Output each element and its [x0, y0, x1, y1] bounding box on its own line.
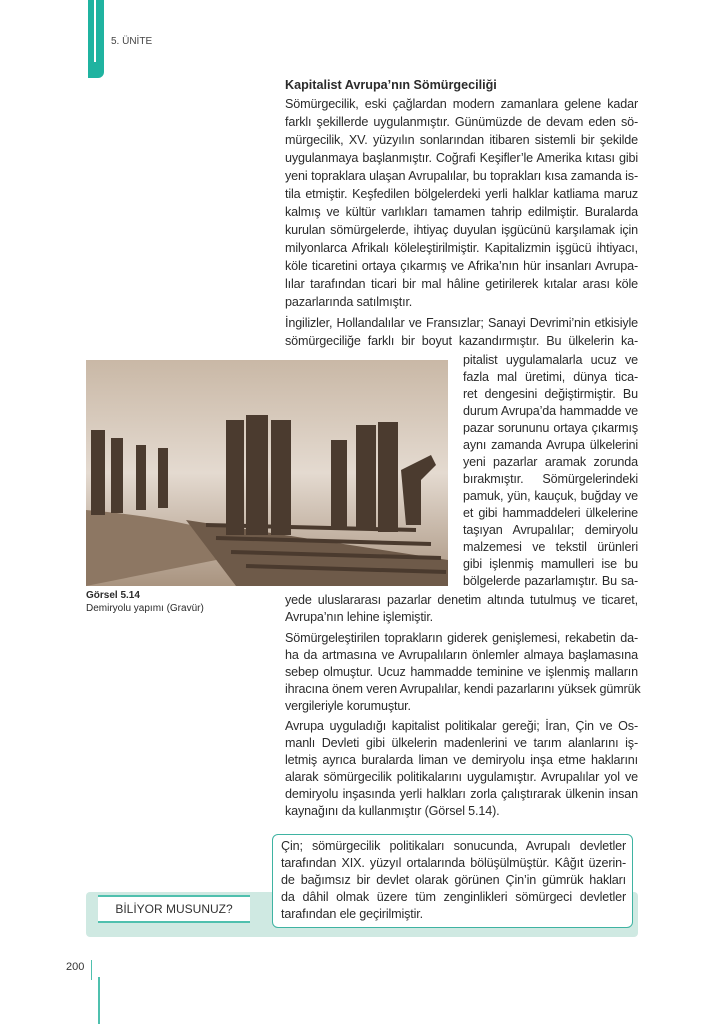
- text-line: milyonlarca Afrikalı köleleştirilmiştir. Kapitalizmin işgücü ihtiyacı,: [285, 241, 638, 255]
- text-line: pazar sorununu ortaya çıkarmış: [463, 421, 638, 435]
- text-line: köle ticaretini ortaya çıkarmış ve Afrika’nın hür insanları Avrupa-: [285, 259, 638, 273]
- figure-caption-text: Demiryolu yapımı (Gravür): [86, 603, 204, 614]
- figure-label: Görsel 5.14: [86, 590, 140, 601]
- text-line: pamuk, yün, kauçuk, buğday ve: [463, 489, 638, 503]
- text-line: et gibi hammaddeleri ülkelerine: [463, 506, 638, 520]
- footer-rule: [91, 960, 92, 980]
- paragraph-4: [285, 718, 638, 820]
- text-line: Sömürgeleştirilen toprakların giderek genişlemesi, rekabetin da-: [285, 631, 638, 645]
- unit-tab-stripe: [88, 0, 104, 78]
- text-line: ret dengesini değiştirmiştir. Bu: [463, 387, 638, 401]
- unit-label: 5. ÜNİTE: [111, 36, 153, 47]
- text-line: sömürgeciliğe farklı bir boyut kazandırmıştır. Bu ülkelerin ka-: [285, 334, 638, 348]
- text-line: durum Avrupa’da hammadde ve: [463, 404, 638, 418]
- text-line: kalmış ve kültür varlıkları tamamen tahrip edilmiştir. Buralarda: [285, 205, 638, 219]
- text-line: tarafından XIX. yüzyıl ortalarında bölüşülmüştür. Kâğıt üzerin-: [281, 856, 626, 870]
- text-line: yeni topraklara ulaşan Avrupalılar, bu toprakları kısa zamanda is-: [285, 169, 638, 183]
- text-line: yede uluslararası pazarlar denetim altında tutulmuş ve ticaret,: [285, 593, 638, 607]
- text-line: sebep olmuştur. Ucuz hammadde teminine ve işlenmiş malların: [285, 665, 638, 679]
- text-line: farklı şekillerde uygulanmıştır. Günümüzde de devam eden sö-: [285, 115, 638, 129]
- text-line: ha da artmasına ve Avrupalıların önlemler almaya başlamasına: [285, 648, 638, 662]
- text-line: gibi işlenmiş mamulleri ise bu: [463, 557, 638, 571]
- text-line: letmiş ayrıca buralarda liman ve demiryolu inşa etme haklarını: [285, 753, 638, 767]
- figure-caption: [86, 589, 204, 615]
- page-number: 200: [66, 961, 85, 973]
- text-line: demiryolu inşasında yerli halkları zorla çalıştırarak ülkenin insan: [285, 787, 638, 801]
- paragraph-1: [285, 95, 638, 311]
- text-line: da dâhil olmak üzere tüm zenginlikleri sömürgeci devletler: [281, 890, 626, 904]
- text-line: Avrupa’nın lehine işlemiştir.: [285, 610, 434, 624]
- text-line: kaynağını da kullanmıştır (Görsel 5.14).: [285, 804, 500, 818]
- paragraph-2-top: [285, 314, 638, 350]
- text-line: uygulanmaya başlanmıştır. Coğrafi Keşifler’le Amerika kıtası gibi: [285, 151, 638, 165]
- text-line: vergileriyle korumuştur.: [285, 699, 411, 713]
- text-line: taşıyan Avrupalılar; demiryolu: [463, 523, 638, 537]
- text-line: yeni pazarlar aramak zorunda: [463, 455, 638, 469]
- did-you-know-text: [281, 838, 626, 923]
- text-line: pitalist uygulamalarla ucuz ve: [463, 353, 638, 367]
- text-line: aynı zamanda Avrupa ülkelerini: [463, 438, 638, 452]
- paragraph-2-bottom: [285, 592, 638, 626]
- text-line: mürgecilik, XV. yüzyılın sonlarından itibaren sistemli bir şekilde: [285, 133, 638, 147]
- text-line: lılar tarafından ticari bir mal hâline getirilerek kıtalar arası köle: [285, 277, 638, 291]
- text-line: bölgelerde pazarlamıştır. Bu sa-: [463, 574, 638, 588]
- section-title: Kapitalist Avrupa’nın Sömürgeciliği: [285, 78, 497, 92]
- footer-rule-2: [98, 977, 100, 1024]
- paragraph-2-wrap: [463, 352, 638, 590]
- text-line: Sömürgecilik, eski çağlardan modern zamanlara gelene kadar: [285, 97, 638, 111]
- railway-engraving-image: [86, 360, 448, 586]
- text-line: de bağımsız bir devlet olarak görünen Çin’in gümrük hakları: [281, 873, 626, 887]
- text-line: malzemesi ve tekstil ürünleri: [463, 540, 638, 554]
- text-line: manlı Devleti gibi ülkelerin madenlerini ve tarım alanlarını iş-: [285, 736, 638, 750]
- text-line: İngilizler, Hollandalılar ve Fransızlar; Sanayi Devrimi’nin etkisiyle: [285, 316, 638, 330]
- text-line: alarak sömürgecilik politikalarını uygulamıştır. Avrupalılar yol ve: [285, 770, 638, 784]
- paragraph-3: [285, 630, 641, 715]
- text-line: Çin; sömürgecilik politikaları sonucunda, Avrupalı devletler: [281, 839, 626, 853]
- text-line: Avrupa uyguladığı kapitalist politikalar gereği; İran, Çin ve Os-: [285, 719, 638, 733]
- text-line: tarafından ele geçirilmiştir.: [281, 907, 423, 921]
- text-line: bırakmıştır. Sömürgelerindeki: [463, 472, 638, 486]
- text-line: kurulan sömürgelerde, ihtiyaç duyulan işgücünü karşılamak için: [285, 223, 638, 237]
- text-line: ihracına önem veren Avrupalılar, kendi pazarlarını yüksek gümrük: [285, 682, 641, 696]
- text-line: fazla mal üretimi, dünya tica-: [463, 370, 638, 384]
- did-you-know-label: BİLİYOR MUSUNUZ?: [98, 895, 250, 923]
- text-line: tila etmiştir. Keşfedilen bölgelerdeki yerli halklar katliama maruz: [285, 187, 638, 201]
- text-line: pazarlarında satılmıştır.: [285, 295, 413, 309]
